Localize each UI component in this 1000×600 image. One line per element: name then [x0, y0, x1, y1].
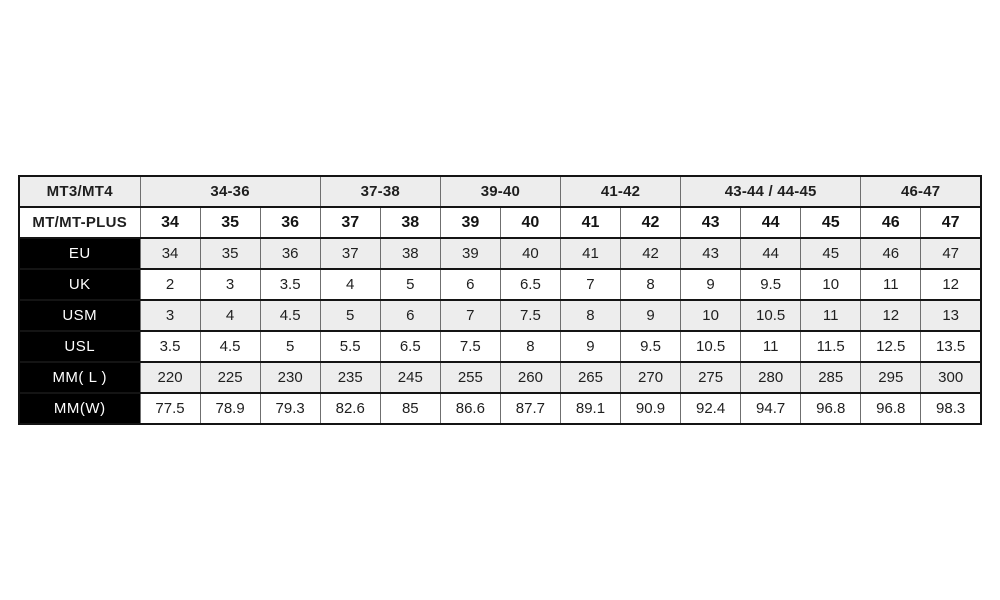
size-value-cell: 245	[380, 362, 440, 393]
size-value-cell: 42	[621, 238, 681, 269]
row-label-cell: MM(W)	[19, 393, 140, 424]
size-value-cell: 285	[801, 362, 861, 393]
size-value-cell: 11.5	[801, 331, 861, 362]
size-value-cell: 9.5	[621, 331, 681, 362]
size-value-cell: 42	[621, 207, 681, 238]
size-value-cell: 86.6	[440, 393, 500, 424]
size-value-cell: 10.5	[681, 331, 741, 362]
group-header-cell: 43-44 / 44-45	[681, 176, 861, 207]
group-header-cell: 34-36	[140, 176, 320, 207]
table-corner-label: MT3/MT4	[19, 176, 140, 207]
size-value-cell: 96.8	[801, 393, 861, 424]
size-value-cell: 3	[140, 300, 200, 331]
size-value-cell: 77.5	[140, 393, 200, 424]
size-value-cell: 13	[921, 300, 981, 331]
size-value-cell: 300	[921, 362, 981, 393]
size-value-cell: 12	[861, 300, 921, 331]
size-value-cell: 265	[560, 362, 620, 393]
table-row	[19, 362, 981, 393]
table-row	[19, 238, 981, 269]
row-label-cell: UK	[19, 269, 140, 300]
size-value-cell: 39	[440, 207, 500, 238]
size-value-cell: 36	[260, 238, 320, 269]
size-value-cell: 46	[861, 238, 921, 269]
size-value-cell: 10	[681, 300, 741, 331]
size-value-cell: 37	[320, 238, 380, 269]
size-value-cell: 5.5	[320, 331, 380, 362]
size-value-cell: 5	[380, 269, 440, 300]
size-value-cell: 13.5	[921, 331, 981, 362]
size-value-cell: 94.7	[741, 393, 801, 424]
size-value-cell: 295	[861, 362, 921, 393]
table-row	[19, 207, 981, 238]
size-value-cell: 43	[681, 207, 741, 238]
size-value-cell: 9.5	[741, 269, 801, 300]
group-header-cell: 39-40	[440, 176, 560, 207]
size-value-cell: 35	[200, 238, 260, 269]
size-value-cell: 6	[380, 300, 440, 331]
size-value-cell: 41	[560, 207, 620, 238]
size-value-cell: 78.9	[200, 393, 260, 424]
size-value-cell: 40	[500, 207, 560, 238]
group-header-cell: 41-42	[560, 176, 680, 207]
size-value-cell: 46	[861, 207, 921, 238]
size-value-cell: 4.5	[260, 300, 320, 331]
size-value-cell: 4	[200, 300, 260, 331]
size-value-cell: 34	[140, 207, 200, 238]
size-value-cell: 8	[621, 269, 681, 300]
size-value-cell: 7	[440, 300, 500, 331]
size-value-cell: 5	[260, 331, 320, 362]
row-label-cell: EU	[19, 238, 140, 269]
size-value-cell: 11	[741, 331, 801, 362]
size-value-cell: 44	[741, 207, 801, 238]
size-value-cell: 6.5	[500, 269, 560, 300]
group-header-cell: 37-38	[320, 176, 440, 207]
size-value-cell: 12.5	[861, 331, 921, 362]
size-value-cell: 34	[140, 238, 200, 269]
size-value-cell: 11	[801, 300, 861, 331]
table-row	[19, 269, 981, 300]
size-value-cell: 9	[681, 269, 741, 300]
size-value-cell: 3.5	[140, 331, 200, 362]
group-header-cell: 46-47	[861, 176, 981, 207]
size-value-cell: 92.4	[681, 393, 741, 424]
size-value-cell: 82.6	[320, 393, 380, 424]
size-value-cell: 37	[320, 207, 380, 238]
size-value-cell: 9	[621, 300, 681, 331]
row-label-cell: USM	[19, 300, 140, 331]
size-value-cell: 280	[741, 362, 801, 393]
size-value-cell: 89.1	[560, 393, 620, 424]
size-value-cell: 12	[921, 269, 981, 300]
size-value-cell: 9	[560, 331, 620, 362]
size-value-cell: 5	[320, 300, 380, 331]
row-label-cell: MT/MT-PLUS	[19, 207, 140, 238]
size-value-cell: 47	[921, 207, 981, 238]
size-value-cell: 7.5	[500, 300, 560, 331]
size-value-cell: 220	[140, 362, 200, 393]
table-row	[19, 300, 981, 331]
size-value-cell: 255	[440, 362, 500, 393]
size-value-cell: 36	[260, 207, 320, 238]
size-value-cell: 10	[801, 269, 861, 300]
size-value-cell: 45	[801, 238, 861, 269]
size-value-cell: 260	[500, 362, 560, 393]
table-row	[19, 393, 981, 424]
size-value-cell: 7	[560, 269, 620, 300]
size-value-cell: 47	[921, 238, 981, 269]
size-value-cell: 38	[380, 238, 440, 269]
table-row	[19, 331, 981, 362]
size-value-cell: 230	[260, 362, 320, 393]
size-value-cell: 10.5	[741, 300, 801, 331]
size-value-cell: 98.3	[921, 393, 981, 424]
size-value-cell: 3	[200, 269, 260, 300]
size-value-cell: 40	[500, 238, 560, 269]
size-value-cell: 8	[500, 331, 560, 362]
size-value-cell: 45	[801, 207, 861, 238]
size-value-cell: 11	[861, 269, 921, 300]
size-value-cell: 41	[560, 238, 620, 269]
size-value-cell: 85	[380, 393, 440, 424]
size-value-cell: 90.9	[621, 393, 681, 424]
size-value-cell: 87.7	[500, 393, 560, 424]
size-value-cell: 96.8	[861, 393, 921, 424]
size-value-cell: 270	[621, 362, 681, 393]
size-value-cell: 39	[440, 238, 500, 269]
size-value-cell: 4	[320, 269, 380, 300]
size-value-cell: 4.5	[200, 331, 260, 362]
size-value-cell: 2	[140, 269, 200, 300]
size-value-cell: 7.5	[440, 331, 500, 362]
row-label-cell: MM( L )	[19, 362, 140, 393]
size-value-cell: 35	[200, 207, 260, 238]
size-value-cell: 43	[681, 238, 741, 269]
size-value-cell: 8	[560, 300, 620, 331]
size-value-cell: 6.5	[380, 331, 440, 362]
size-value-cell: 44	[741, 238, 801, 269]
row-label-cell: USL	[19, 331, 140, 362]
size-conversion-table	[18, 175, 982, 425]
size-value-cell: 225	[200, 362, 260, 393]
size-value-cell: 235	[320, 362, 380, 393]
size-value-cell: 6	[440, 269, 500, 300]
group-header-row	[19, 176, 981, 207]
size-value-cell: 275	[681, 362, 741, 393]
size-value-cell: 38	[380, 207, 440, 238]
size-value-cell: 3.5	[260, 269, 320, 300]
size-value-cell: 79.3	[260, 393, 320, 424]
